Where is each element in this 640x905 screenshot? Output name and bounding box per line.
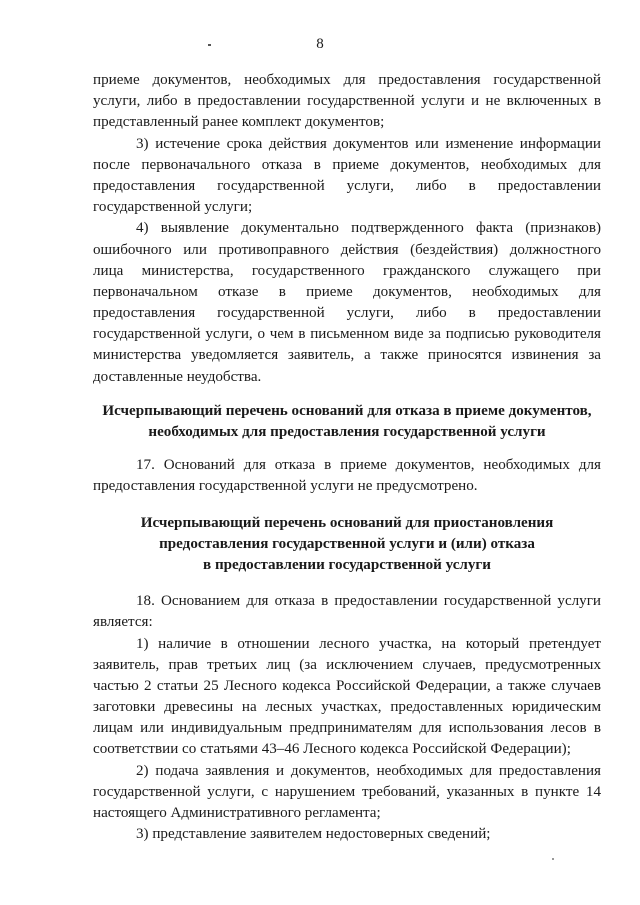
text-line: 17. Оснований для отказа в приеме документов, необходимых для (136, 457, 601, 474)
text-line: 1) наличие в отношении лесного участка, на который претендует (136, 635, 601, 652)
text-line: заявитель, прав третьих лиц (за исключением случаев, предусмотренных (93, 656, 601, 673)
text-line: министерства уведомляется заявитель, а также приносятся извинения за (93, 347, 601, 364)
text-line: 3) истечение срока действия документов или изменение информации (136, 135, 601, 152)
text-line: приеме документов, необходимых для предоставления государственной (93, 72, 601, 88)
text-line: государственной услуги; (93, 199, 253, 216)
heading-line: в предоставлении государственной услуги (203, 556, 491, 573)
list-item-18-3 (93, 824, 601, 845)
heading-line: Исчерпывающий перечень оснований для приостановления (140, 514, 554, 531)
text-line: после первоначального отказа в приеме документов, необходимых для (93, 156, 601, 173)
text-line: государственной услуги, о чем в письменном виде за подписью руководителя (93, 326, 601, 343)
heading-line: необходимых для предоставления государственной услуги (148, 424, 546, 440)
text-line: частью 2 статьи 25 Лесного кодекса Российской Федерации, а также случаев (93, 677, 601, 694)
heading-line: Исчерпывающий перечень оснований для отказа в приеме документов, (102, 402, 592, 419)
text-line: является: (93, 614, 153, 631)
text-line: 18. Основанием для отказа в предоставлении государственной услуги (136, 593, 601, 610)
text-line: 4) выявление документально подтвержденного факта (признаков) (136, 220, 601, 237)
text-line: лицам или индивидуальным предпринимателям для использования лесов в (93, 720, 601, 737)
text-line: настоящего Административного регламента; (93, 805, 381, 821)
text-line: предоставления государственной услуги, либо в предоставлении (93, 305, 601, 322)
paragraph-continuation (93, 70, 601, 134)
section-heading-refusal-documents (93, 401, 601, 443)
list-item-3 (93, 134, 601, 219)
text-line: ошибочного или противоправного действия (бездействия) должностного (93, 241, 601, 258)
text-line: представленный ранее комплект документов; (93, 114, 385, 131)
list-item-18-2 (93, 761, 601, 825)
text-line: доставленные неудобства. (93, 368, 262, 385)
page-content (93, 70, 601, 845)
text-line: соответствии со статьями 43–46 Лесного кодекса Российской Федерации); (93, 741, 571, 758)
text-line: 2) подача заявления и документов, необходимых для предоставления (136, 762, 601, 779)
paragraph-17 (93, 455, 601, 497)
text-line: услуги, либо в предоставлении государственной услуги и не включенных в (93, 93, 601, 110)
list-item-4 (93, 218, 601, 388)
list-item-18-1 (93, 634, 601, 761)
text-line: лица министерства, государственного гражданского служащего при (93, 262, 601, 279)
text-line: предоставления государственной услуги, либо в предоставлении (93, 177, 601, 194)
text-line: государственной услуги, с нарушением требований, указанных в пункте 14 (93, 783, 601, 800)
page-number: 8 (316, 36, 324, 52)
heading-line: предоставления государственной услуги и (или) отказа (159, 535, 535, 552)
text-line: заготовки древесины на лесных участках, предоставленных юридическим (93, 699, 601, 716)
section-heading-suspension-refusal (93, 513, 601, 577)
text-line: предоставления государственной услуги не предусмотрено. (93, 478, 478, 495)
scan-speck (552, 858, 554, 860)
text-line: первоначальном отказе в приеме документов, необходимых для (93, 283, 601, 300)
text-line: 3) представление заявителем недостоверных сведений; (136, 826, 491, 843)
paragraph-18 (93, 591, 601, 633)
